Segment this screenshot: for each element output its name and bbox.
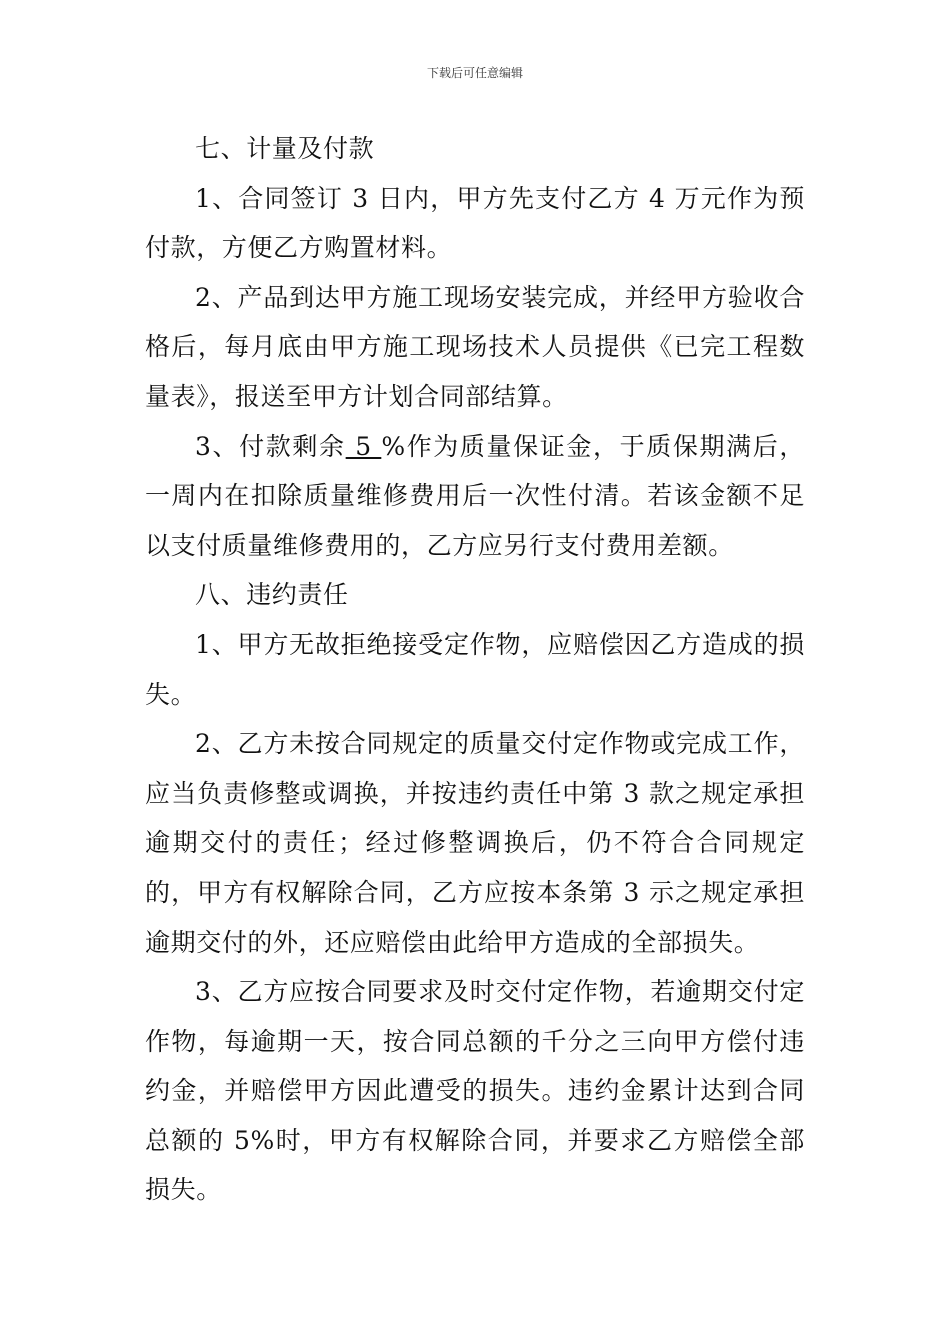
section-8-clause-1: 1、甲方无故拒绝接受定作物，应赔偿因乙方造成的损失。 bbox=[145, 629, 805, 709]
clause-3-text-before: 3、付款剩余 bbox=[195, 431, 346, 461]
section-8-clause-2: 2、乙方未按合同规定的质量交付定作物或完成工作，应当负责修整或调换，并按违约责任中第 3 款之规定承担逾期交付的责任；经过修整调换后，仍不符合合同规定的，甲方有权解除合同，乙方应按本条第 3 示之规定承担逾期交付的外，还应赔偿由此给甲方造成的全部损失。 bbox=[145, 729, 805, 957]
section-7-clause-1: 1、合同签订 3 日内，甲方先支付乙方 4 万元作为预付款，方便乙方购置材料。 bbox=[145, 183, 805, 263]
retention-percent-value: 5 bbox=[345, 431, 382, 461]
section-7-clause-2: 2、产品到达甲方施工现场安装完成，并经甲方验收合格后，每月底由甲方施工现场技术人员提供《已完工程数量表》，报送至甲方计划合同部结算。 bbox=[145, 282, 805, 411]
document-body bbox=[145, 124, 805, 1215]
section-7-title: 七、计量及付款 bbox=[195, 134, 375, 163]
clause-3-text-after: %作为质量保证金，于质保期满后，一周内在扣除质量维修费用后一次性付清。若该金额不足以支付质量维修费用的，乙方应另行支付费用差额。 bbox=[145, 431, 806, 560]
page-header: 下载后可任意编辑 bbox=[426, 66, 523, 80]
section-7-clause-3 bbox=[145, 422, 805, 571]
section-8-clause-3: 3、乙方应按合同要求及时交付定作物，若逾期交付定作物，每逾期一天，按合同总额的千分之三向甲方偿付违约金，并赔偿甲方因此遭受的损失。违约金累计达到合同总额的 5%时，甲方有权解除合同，并要求乙方赔偿全部损失。 bbox=[145, 977, 805, 1205]
section-8-title: 八、违约责任 bbox=[195, 580, 349, 610]
